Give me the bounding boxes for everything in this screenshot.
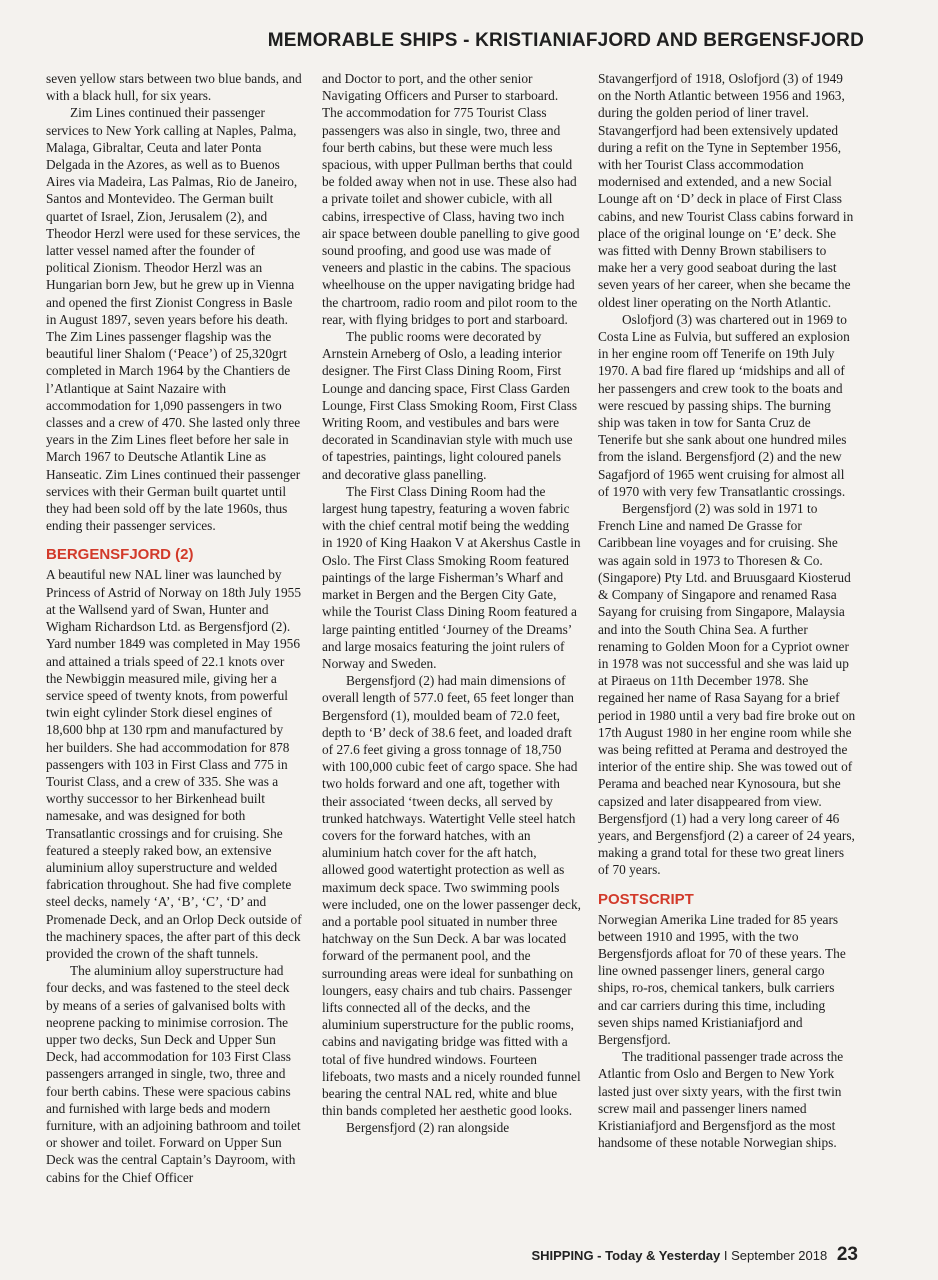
paragraph: Bergensfjord (2) ran alongside: [346, 1120, 510, 1136]
paragraph: The traditional passenger trade across the Atlantic from Oslo and Bergen to New York lasted just over sixty years, with the first twin screw mail and passenger liners named Kristianiafjord and Bergensfjord as the most handsome of these notable Norwegian ships.: [598, 1049, 844, 1151]
running-header: MEMORABLE SHIPS - KRISTIANIAFJORD AND BERGENSFJORD: [267, 30, 864, 51]
issue-date: I September 2018: [723, 1248, 828, 1263]
paragraph: The First Class Dining Room had the largest hung tapestry, featuring a woven fabric with the chief central motif being the wedding in 1920 of King Haakon V at Akershus Castle in Oslo. The First Class Smoking Room featured paintings of the large Fisherman’s Wharf and market in Bergen and the Bergen City Gate, while the Tourist Class Dining Room featured a large painting entitled ‘Journey of the Dreams’ and large mosaics featuring the joint rulers of Norway and Sweden.: [322, 483, 581, 671]
text-column-2: [322, 70, 581, 1137]
magazine-name: SHIPPING - Today & Yesterday: [531, 1248, 721, 1263]
paragraph: Zim Lines continued their passenger services to New York calling at Naples, Palma, Malaga, Gibraltar, Ceuta and later Ponta Delgada in the Azores, as well as to Buenos Aires via Madeira, Las Palmas, Rio de Janeiro, Santos and Montevideo. The German built quartet of Israel, Zion, Jerusalem (2), and Theodor Herzl were used for these services, the latter vessel named after the founder of political Zionism. Theodor Herzl was an Hungarian born Jew, but he grew up in Vienna and opened the first Zionist Congress in Basle in August 1897, seven years before his death. The Zim Lines passenger flagship was the beautiful liner Shalom (‘Peace’) of 25,320grt completed in March 1964 by the Chantiers de l’Atlantique at Saint Nazaire with accommodation for 1,090 passengers in two classes and a crew of 470. She lasted only three years in the Zim Lines fleet before her sale in March 1967 to Deutsche Atlantik Line as Hanseatic. Zim Lines continued their passenger services with their German built quartet until they had been sold off by the late 1960s, thus ending their passenger services.: [46, 105, 301, 534]
section-heading-postscript: POSTSCRIPT: [598, 890, 694, 908]
paragraph: Stavangerfjord of 1918, Oslofjord (3) of 1949 on the North Atlantic between 1956 and 1963, during the golden period of liner travel. Stavangerfjord had been extensively updated during a refit on the Tyne in September 1956, with her Tourist Class accommodation modernised and extended, and a new Social Lounge aft on ‘D’ deck in place of First Class cabins, and new Tourist Class cabins forward in place of the original lounge on ‘E’ deck. She was fitted with Denny Brown stabilisers to make her a very good seaboat during the last seven years of her career, when she became the oldest liner operating on the North Atlantic.: [598, 71, 854, 310]
page-number: 23: [836, 1244, 858, 1265]
paragraph: Norwegian Amerika Line traded for 85 years between 1910 and 1995, with the two Bergensfjords afloat for 70 of these years. The line owned passenger liners, general cargo ships, ro-ros, chemical tankers, bulk carriers and car carriers during this time, including seven ships named Kristianiafjord and Bergensfjord.: [598, 911, 846, 1047]
paragraph: Oslofjord (3) was chartered out in 1969 to Costa Line as Fulvia, but suffered an explosion in her engine room off Tenerife on 19th July 1970. A bad fire flared up ‘midships and all of her passengers and crew took to the boats and were rescued by passing ships. The burning ship was taken in tow for Santa Cruz de Tenerife but she sank about one hundred miles from the island. Bergensfjord (2) and the new Sagafjord of 1965 went cruising for almost all of 1970 with very few Transatlantic crossings.: [598, 311, 850, 499]
text-column-1: [46, 70, 302, 1186]
paragraph: Bergensfjord (2) was sold in 1971 to French Line and named De Grasse for Caribbean line voyages and for cruising. She was again sold in 1973 to Thoresen & Co.(Singapore) Pty Ltd. and Bruusgaard Kiosterud & Company of Singapore and renamed Rasa Sayang for cruising from Singapore, Malaysia and into the South China Sea. A further renaming to Golden Moon for a Cypriot owner in 1978 was not successful and she was laid up at Piraeus on 11th December 1978. She regained her name of Rasa Sayang for a brief period in 1980 until a very bad fire broke out on 17th August 1980 in her engine room while she was being refitted at Perama and destroyed the interior of the entire ship. She was towed out of Perama and beached near Kynosoura, but she capsized and later disappeared from view. Bergensfjord (1) had a very long career of 46 years, and Bergensfjord (2) a career of 24 years, making a grand total for these two great liners of 70 years.: [598, 501, 856, 878]
text-column-3: [598, 70, 856, 1151]
paragraph: The public rooms were decorated by Arnstein Arneberg of Oslo, a leading interior designer. The First Class Dining Room, First Lounge and dancing space, First Class Garden Lounge, First Class Smoking Room, First Class Writing Room, and vestibules and bars were decorated in Scandinavian style with much use of tapestries, paintings, light coloured panels and decorative glass panelling.: [322, 329, 578, 482]
page-footer: [531, 1244, 858, 1266]
paragraph: seven yellow stars between two blue bands, and with a black hull, for six years.: [46, 71, 302, 104]
paragraph: A beautiful new NAL liner was launched by Princess of Astrid of Norway on 18th July 1955 at the Wallsend yard of Swan, Hunter and Wigham Richardson Ltd. as Bergensfjord (2). Yard number 1849 was completed in May 1956 and attained a trials speed of 22.1 knots over the Newbiggin measured mile, giving her a service speed of twenty knots, from powerful twin eight cylinder Stork diesel engines of 18,600 bhp at 130 rpm and manufactured by her builders. She had accommodation for 878 passengers with 103 in First Class and 775 in Tourist Class, and a crew of 335. She was a worthy successor to her Birkenhead built namesake, and was designed for both Transatlantic crossings and for cruising. She featured a steeply raked bow, an extensive aluminium alloy superstructure and welded fabrication throughout. She had five complete steel decks, namely ‘A’, ‘B’, ‘C’, ‘D’ and Promenade Deck, and an Orlop Deck outside of the machinery spaces, the after part of this deck provided the crown of the shaft tunnels.: [46, 567, 302, 961]
paragraph: and Doctor to port, and the other senior Navigating Officers and Purser to starboard. The accommodation for 775 Tourist Class passengers was also in single, two, three and four berth cabins, but these were much less spacious, with upper Pullman berths that could be folded away when not in use. These also had a private toilet and shower cubicle, with all cabins, irrespective of Class, having two inch air space between double panelling to give good sound proofing, and good use was made of veneers and plastic in the cabins. The spacious wheelhouse on the upper navigating bridge had the chartroom, radio room and pilot room to the rear, with flying bridges to port and starboard.: [322, 71, 580, 327]
paragraph: Bergensfjord (2) had main dimensions of overall length of 577.0 feet, 65 feet longer than Bergensford (1), moulded beam of 72.0 feet, depth to ‘B’ deck of 38.6 feet, and loaded draft of 27.6 feet giving a gross tonnage of 18,750 with 100,000 cubic feet of cargo space. She had two holds forward and one aft, together with their associated ‘tween decks, all served by trunked hatchways. Watertight Velle steel hatch covers for the forward hatches, with an aluminium hatch cover for the aft hatch, allowed good watertight protection as well as maximum deck space. Two swimming pools were included, one on the lower passenger deck, and a portable pool situated in number three hatchway on the Sun Deck. A bar was located forward of the permanent pool, and the surrounding areas were ideal for sunbathing on loungers, easy chairs and tub chairs. Passenger lifts connected all of the decks, and the aluminium superstructure for the public rooms, cabins and navigating bridge was fitted with a total of five hundred windows. Fourteen lifeboats, two masts and a nicely rounded funnel bearing the central NAL red, white and blue thin bands completed her aesthetic good looks.: [322, 673, 581, 1119]
paragraph: The aluminium alloy superstructure had four decks, and was fastened to the steel deck by means of a series of galvanised bolts with neoprene packing to minimise corrosion. The upper two decks, Sun Deck and Upper Sun Deck, had accommodation for 103 First Class passengers arranged in single, two, three and four berth cabins. These were spacious cabins and furnished with large beds and modern furniture, with an adjoining bathroom and toilet or shower and toilet. Forward on Upper Sun Deck was the central Captain’s Dayroom, with cabins for the Chief Officer: [46, 963, 301, 1185]
section-heading-bergensfjord: BERGENSFJORD (2): [46, 546, 194, 564]
